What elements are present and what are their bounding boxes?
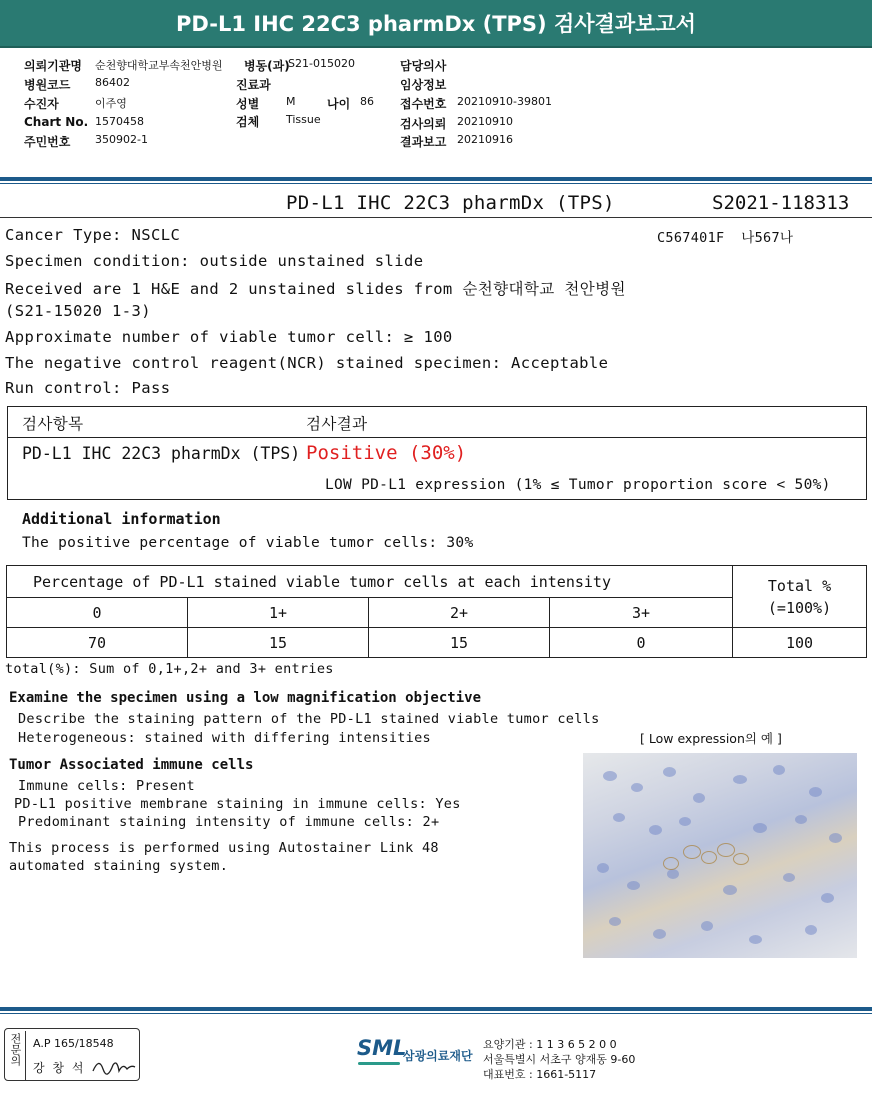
bottom-divider-thin [0,1013,872,1014]
level-3: 3+ [550,598,733,628]
intensity-table-header: Percentage of PD-L1 stained viable tumor cells at each intensity [7,566,733,598]
sex-value: M [286,95,296,108]
id-value: 350902-1 [95,133,148,146]
test-name: PD-L1 IHC 22C3 pharmDx (TPS) [22,444,301,463]
level-1: 1+ [188,598,369,628]
org-info-2: 서울특별시 서초구 양재동 9-60 [483,1053,636,1066]
total-note: total(%): Sum of 0,1+,2+ and 3+ entries [5,661,334,677]
request-value: 20210910 [457,115,513,128]
immune-heading: Tumor Associated immune cells [9,757,254,773]
process-line1: This process is performed using Autostainer Link 48 [9,840,439,856]
top-divider-thin [0,183,872,184]
sex-label: 성별 [236,97,260,111]
id-label: 주민번호 [24,135,71,149]
clinical-label: 임상정보 [400,78,447,92]
expression-level: LOW PD-L1 expression (1% ≤ Tumor proportion score < 50%) [325,477,831,493]
value-0: 70 [7,628,188,658]
reception-value: 20210910-39801 [457,95,552,108]
total-header [733,566,867,628]
result-positive: Positive (30%) [306,442,467,464]
report-label: 결과보고 [400,135,447,149]
level-0: 0 [7,598,188,628]
value-2: 15 [369,628,550,658]
section-title: PD-L1 IHC 22C3 pharmDx (TPS) [286,192,615,214]
level-2: 2+ [369,598,550,628]
specimen-codes: C567401F 나567나 [657,230,794,246]
org-logo-swoosh [358,1062,400,1065]
org-info-3: 대표번호 : 1661-5117 [483,1068,597,1081]
immune-line3: Predominant staining intensity of immune cells: 2+ [18,814,440,830]
section-rule [0,217,872,218]
signature-icon [91,1055,137,1077]
ward-value: S21-015020 [288,57,355,70]
immune-line2: PD-L1 positive membrane staining in immune cells: Yes [14,796,461,812]
stamp-side-label [8,1033,22,1070]
examine-line2: Heterogeneous: stained with differing intensities [18,730,431,746]
additional-heading: Additional information [22,510,221,528]
stamp-license: A.P 165/18548 [33,1037,114,1050]
examine-line1: Describe the staining pattern of the PD-L1 stained viable tumor cells [18,711,600,727]
run-control: Run control: Pass [5,379,171,397]
hospital-code-label: 병원코드 [24,78,71,92]
result-box-divider [7,437,867,438]
ward-label: 병동(과) [244,59,290,73]
patient-label: 수진자 [24,97,59,111]
specimen-label: 검체 [236,115,260,129]
report-title: PD-L1 IHC 22C3 pharmDx (TPS) 검사결과보고서 [0,0,872,48]
image-caption: [ Low expression의 예 ] [640,731,782,746]
section-id: S2021-118313 [712,192,850,214]
ncr-result: The negative control reagent(NCR) stained specimen: Acceptable [5,354,609,372]
hospital-code-value: 86402 [95,76,130,89]
value-1: 15 [188,628,369,658]
pathologist-stamp [4,1028,140,1081]
positive-percentage: The positive percentage of viable tumor cells: 30% [22,535,474,551]
stamp-name: 강 창 석 [33,1061,86,1075]
total-header-line2: (=100%) [767,598,832,617]
request-label: 검사의뢰 [400,117,447,131]
process-line2: automated staining system. [9,858,229,874]
stamp-divider [25,1031,26,1080]
slide-reference: (S21-15020 1-3) [5,302,151,320]
org-info-1: 요양기관 : 1 1 3 6 5 2 0 0 [483,1038,617,1051]
value-3: 0 [550,628,733,658]
result-header: 검사결과 [306,415,368,433]
total-header-line1: Total % [767,576,832,595]
institution-value: 순천향대학교부속천안병원 [95,59,223,72]
specimen-value: Tissue [286,113,321,126]
intensity-table [6,565,867,658]
doctor-label: 담당의사 [400,59,447,73]
ihc-sample-image [583,753,857,958]
report-value: 20210916 [457,133,513,146]
age-value: 86 [360,95,374,108]
stamp-side-text: 전문의 [9,1033,22,1066]
patient-value: 이주영 [95,97,127,110]
examine-heading: Examine the specimen using a low magnification objective [9,690,482,706]
chart-value: 1570458 [95,115,144,128]
item-header: 검사항목 [22,415,84,433]
age-label: 나이 [327,97,351,111]
cancer-type: Cancer Type: NSCLC [5,226,181,244]
viable-tumor-cells: Approximate number of viable tumor cell: ≥ 100 [5,328,453,346]
institution-label: 의뢰기관명 [24,59,82,73]
value-total: 100 [733,628,867,658]
specimen-condition: Specimen condition: outside unstained slide [5,252,424,270]
org-name: 삼광의료재단 [403,1049,473,1063]
top-divider [0,177,872,181]
received-slides: Received are 1 H&E and 2 unstained slides from 순천향대학교 천안병원 [5,280,626,298]
immune-line1: Immune cells: Present [18,778,195,794]
org-logo-icon: SML [357,1036,407,1060]
reception-label: 접수번호 [400,97,447,111]
bottom-divider [0,1007,872,1011]
chart-label: Chart No. [24,115,89,129]
dept-label: 진료과 [236,78,271,92]
